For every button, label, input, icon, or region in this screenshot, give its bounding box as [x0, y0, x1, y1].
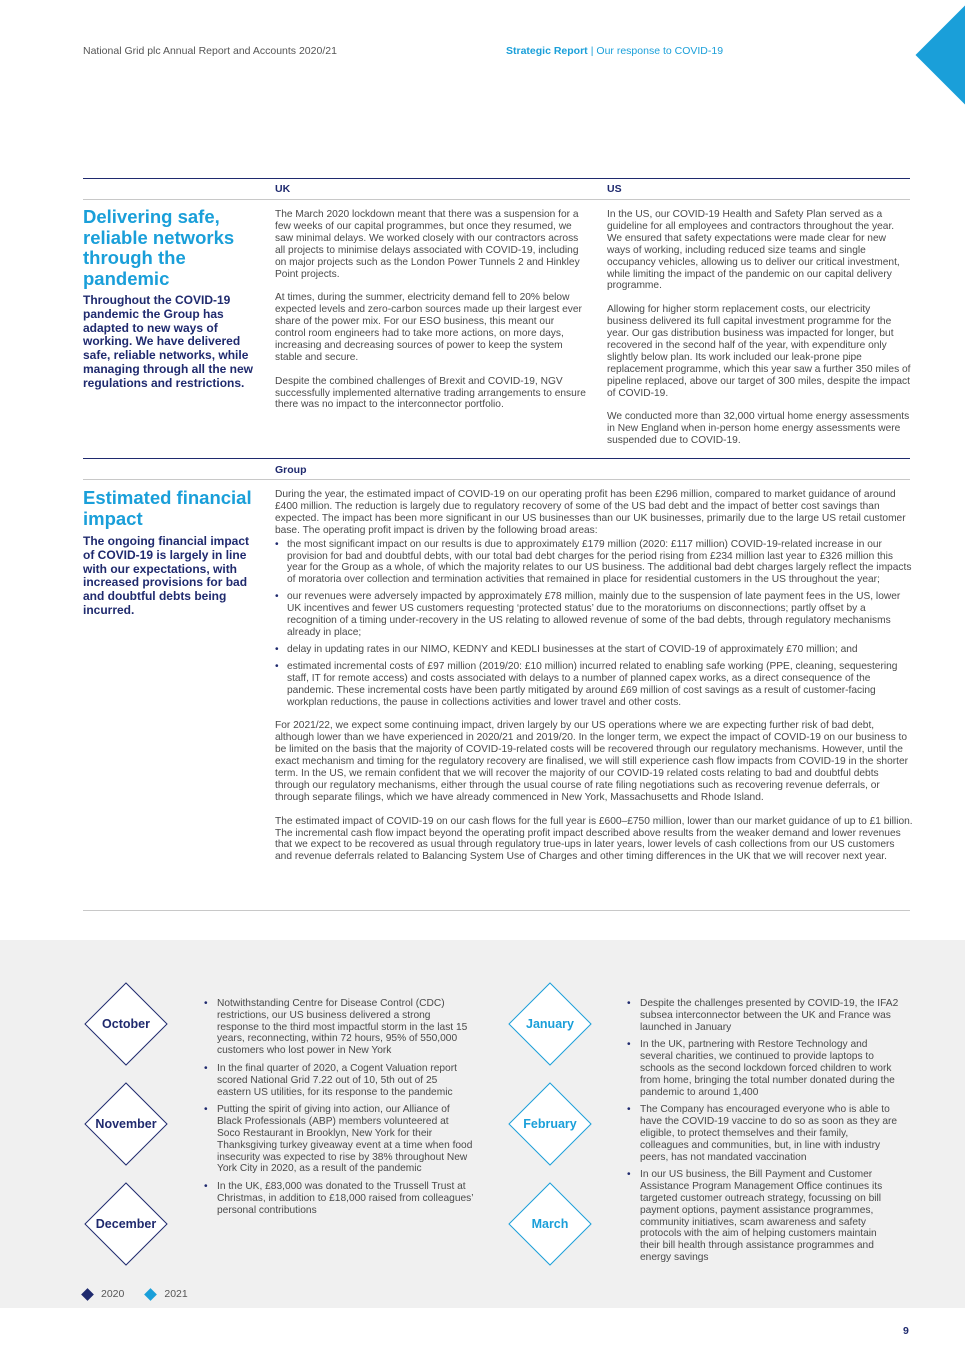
breadcrumb-separator: | — [590, 45, 594, 57]
list-item: • In the final quarter of 2020, a Cogent Valuation report scored National Grid 7.22 out of 10, 5th out of 25 eastern US utilities, for its response to the pandemic — [204, 1063, 474, 1098]
page-corner-marker — [916, 6, 965, 105]
legend-label: 2021 — [164, 1288, 188, 1300]
list-item: • The Company has encouraged everyone who is able to have the COVID-19 vaccine to do so as soon as they are eligible, to protect themselves and their family, colleagues and communities, but, in line with industry peers, has not mandated vaccination — [627, 1104, 899, 1163]
section-title: Delivering safe, reliable networks through the pandemic — [83, 206, 235, 289]
paragraph: Allowing for higher storm replacement costs, our electricity business delivered its full capital investment programme for the year. Our gas distribution business was impacted for longer, but recovered in the second half of the year, with expenditure only slightly below plan. Its work included our leak-prone pipe replacement programme, which this year saw a further 350 miles of pipeline replaced, above our target of 300 miles, despite the impact of COVID-19. — [607, 304, 911, 399]
list-item: • the most significant impact on our results is due to approximately £179 million (2020: £117 million) COVID-19-related increase in our provision for bad and doubtful debts, with our total bad debt charges for the period rising from £234 million last year to £326 million this year for the Group as a whole, of which the majority relates to our US business. The additional bad debt charges largely reflect the impacts of moratoria over collection and termination activities that remained in place for residential customers in the US throughout the year; — [275, 539, 913, 587]
us-column — [607, 209, 912, 459]
section-subtitle: The ongoing financial impact of COVID-19 is largely in line with our expectations, with increased provisions for bad and doubtful debts being incurred. — [83, 534, 250, 617]
section-subtitle: Throughout the COVID-19 pandemic the Group has adapted to new ways of working. We have delivered safe, reliable networks, while managing through all the new regulations and restrictions. — [83, 293, 254, 390]
report-title: National Grid plc Annual Report and Accounts 2020/21 — [83, 45, 337, 57]
legend-label: 2020 — [101, 1288, 125, 1300]
list-item: • In our US business, the Bill Payment and Customer Assistance Program Management Office continues its targeted customer outreach strategy, focussing on bill payment options, payment assistance programmes, community initiatives, scam awareness and safety protocols with the aim of helping customers maintain their bill health through assistance programmes and energy savings — [627, 1169, 899, 1263]
us-column-heading: US — [607, 183, 622, 195]
month-label: January — [526, 1017, 574, 1031]
page-number: 9 — [903, 1325, 909, 1337]
list-item: • our revenues were adversely impacted by approximately £78 million, mainly due to the suspension of late payment fees in the US, lower UK incentives and fewer US customers requesting ‘protected status’ due to the moratoriums on disconnections; partly offset by a recognition of a timing under-recovery in the US relating to allowed revenue of some of the bad debts, through regulatory mechanisms already in place; — [275, 591, 913, 639]
section-divider — [83, 178, 910, 179]
bullet-list — [275, 539, 913, 709]
section-divider — [83, 910, 910, 911]
month-marker-december — [84, 1182, 168, 1266]
list-item: • Despite the challenges presented by COVID-19, the IFA2 subsea interconnector between the UK and France was launched in January — [627, 998, 899, 1033]
month-marker-february — [508, 1082, 592, 1166]
group-column-heading: Group — [275, 464, 307, 476]
group-column — [275, 489, 913, 875]
month-marker-january — [508, 982, 592, 1066]
breadcrumb — [506, 45, 723, 57]
section-divider — [83, 199, 910, 200]
uk-column-heading: UK — [275, 183, 291, 195]
breadcrumb-section[interactable]: Strategic Report — [506, 45, 588, 57]
list-item: • In the UK, partnering with Restore Technology and several charities, we continued to provide laptops to schools as the second lockdown forced children to work from home, bringing the total number donated during the pandemic to around 1,400 — [627, 1039, 899, 1098]
paragraph: During the year, the estimated impact of COVID-19 on our operating profit has been £296 million, compared to market guidance of around £400 million. The reduction is largely due to regulatory recovery of some of the US bad debt and the impact of better cost savings than expected. The impact has been more significant in our US businesses than our UK businesses, primarily due to the large US retail customer base. The operating profit impact is driven by the following broad areas: — [275, 489, 906, 536]
section-divider — [83, 458, 910, 459]
month-label: February — [523, 1117, 577, 1131]
month-label: March — [531, 1217, 569, 1231]
timeline-legend — [83, 1288, 210, 1300]
legend-diamond-icon — [144, 1288, 157, 1301]
list-item: • delay in updating rates in our NIMO, KEDNY and KEDLI businesses at the start of COVID-19 of approximately £70 million; and — [275, 644, 913, 656]
uk-column — [275, 209, 587, 423]
month-marker-october — [84, 982, 168, 1066]
list-item: • Putting the spirit of giving into action, our Alliance of Black Professionals (ABP) members volunteered at Soco Restaurant in Brooklyn, New York for their Thanksgiving turkey giveaway event at a time when food insecurity was expected to rise by 38% throughout New York City in 2020, as a result of the pandemic — [204, 1104, 474, 1175]
list-item: • In the UK, £83,000 was donated to the Trussell Trust at Christmas, in addition to £18,000 raised from colleagues’ personal contributions — [204, 1181, 474, 1216]
month-marker-november — [84, 1082, 168, 1166]
section-title: Estimated financial impact — [83, 487, 252, 529]
legend-diamond-icon — [81, 1288, 94, 1301]
paragraph: Despite the combined challenges of Brexit and COVID-19, NGV successfully implemented alternative trading arrangements to ensure there was no impact to the interconnector portfolio. — [275, 375, 586, 411]
list-item: • estimated incremental costs of £97 million (2019/20: £10 million) incurred related to enabling safe working (PPE, cleaning, sequestering staff, IT for remote access) and costs associated with delays to a number of planned capex works, as a direct consequence of the pandemic. These incremental costs have been partly mitigated by around £69 million of cost savings as a result of customer-facing workplan reductions, the pause in collections activities and lower travel and other costs. — [275, 661, 913, 709]
month-label: October — [102, 1017, 150, 1031]
list-item: • Notwithstanding Centre for Disease Control (CDC) restrictions, our US business delivered a strong response to the third most impactful storm in the last 15 years, reconnecting, within 72 hours, 95% of 550,000 customers who lost power in New York — [204, 998, 474, 1057]
paragraph: We conducted more than 32,000 virtual home energy assessments in New England when in-person home energy assessments were suspended due to COVID-19. — [607, 411, 910, 447]
month-label: December — [95, 1217, 157, 1231]
timeline-list-2021 — [627, 998, 899, 1270]
paragraph: For 2021/22, we expect some continuing impact, driven largely by our US operations where we are expecting further risk of bad debt, although lower than we have experienced in 2020/21 and 2019/20. In the longer term, we expect the impact of COVID-19 on our business to be limited on the basis that the majority of COVID-19-related costs will be recovered through our regulatory mechanisms. However, until the exact mechanism and timing for the regulatory recovery are finalised, we will still experience cash flow impacts from COVID-19 in the shorter term. In the US, we remain confident that we will recover the majority of our COVID-19 related costs relating to bad and doubtful debts through our regulatory mechanisms, either through the usual course of rate filing negotiations such as recovering revenue deferrals, or through separate filings, which we have already commenced in New York, Massachusetts and Rhode Island. — [275, 720, 909, 803]
month-marker-march — [508, 1182, 592, 1266]
section-divider — [83, 479, 910, 480]
breadcrumb-subsection[interactable]: Our response to COVID-19 — [596, 45, 724, 57]
timeline-list-2020 — [204, 998, 474, 1223]
paragraph: At times, during the summer, electricity demand fell to 20% below expected levels and zero-carbon sources made up their largest ever share of the power mix. For our ESO business, this meant our control room engineers had to take more actions, on more days, increasing and decreasing sources of power to keep the system stable and secure. — [275, 292, 582, 363]
month-label: November — [95, 1117, 157, 1131]
paragraph: In the US, our COVID-19 Health and Safety Plan served as a guideline for all employees and contractors throughout the year. We ensured that safety expectations were made clear for new ways of working, including reduced size teams and single occupancy vehicles, allowing us to deliver our critical investment, while limiting the impact of the pandemic on our capital delivery programme. — [607, 209, 900, 292]
paragraph: The estimated impact of COVID-19 on our cash flows for the full year is £600–£750 million, lower than our market guidance of up to £1 billion. The incremental cash flow impact beyond the operating profit impact described above results from the weaker demand and lower revenues that we expect to be recovered as usual through regulatory true-ups in later years, lower levels of cash collections from our US customers and revenue deferrals related to Balancing System Use of Charges and other timing differences in the UK that we will recover next year. — [275, 815, 913, 863]
paragraph: The March 2020 lockdown meant that there was a suspension for a few weeks of our capital programmes, but once they resumed, we saw minimal delays. We worked closely with our contractors across all projects to minimise delays associated with COVID-19, including on major projects such as the London Power Tunnels 2 and Hinkley Point projects. — [275, 209, 580, 280]
